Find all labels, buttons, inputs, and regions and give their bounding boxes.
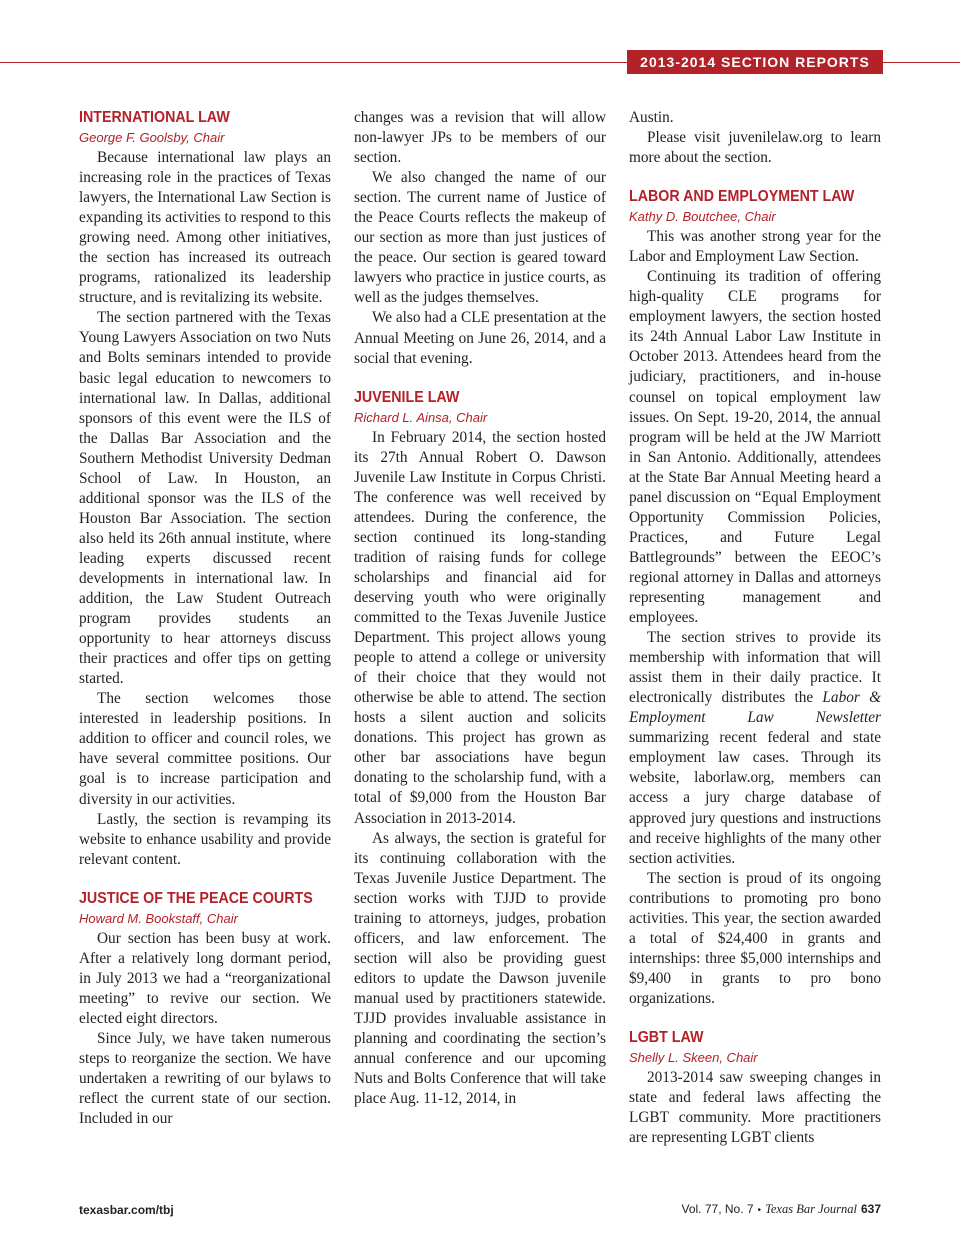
paragraph: This was another strong year for the Labor and Employment Law Section.	[629, 228, 881, 266]
paragraph: Please visit juvenilelaw.org to learn more about the section.	[629, 129, 881, 167]
paragraph: We also had a CLE presentation at the Annual Meeting on June 26, 2014, and a social that evening.	[354, 309, 606, 367]
chair-lgbt-law: Shelly L. Skeen, Chair	[629, 1049, 758, 1065]
paragraph-continued: Austin.	[629, 109, 674, 126]
text-run: The section strives to provide its membership with information that will assist them in their daily practice. It electronically distributes the	[629, 629, 881, 707]
text-run: summarizing recent federal and state employment law cases. Through its website, laborlaw.org, members can access a jury charge database of approved jury questions and instructions and receive highlights of the many other section activities.	[629, 729, 881, 867]
paragraph	[629, 628, 881, 869]
footer-volume: Vol. 77, No. 7	[681, 1202, 754, 1216]
footer-journal-name: Texas Bar Journal	[765, 1202, 857, 1216]
paragraph: As always, the section is grateful for its continuing collaboration with the Texas Juvenile Justice Department. The section works with TJJD to provide training to attorneys, judges, probation officers, and law enforcement. The section will also be providing guest editors to update the Dawson juvenile manual used by practitioners statewide. TJJD provides invaluable assistance in planning and coordinating the section’s annual conference and our upcoming Nuts and Bolts Conference that will take place Aug. 11-12, 2014, in	[354, 829, 606, 1108]
column-3	[629, 108, 881, 1148]
chair-justice-of-the-peace: Howard M. Bookstaff, Chair	[79, 910, 238, 926]
paragraph-continued: changes was a revision that will allow non-lawyer JPs to be members of our section.	[354, 109, 606, 167]
paragraph: In February 2014, the section hosted its 27th Annual Robert O. Dawson Juvenile Law Institute in Corpus Christi. The conference was well received by attendees. During the conference, the section continued its long-standing tradition of raising funds for college scholarships and financial aid for deserving youth who were originally committed to the Texas Juvenile Justice Department. This project allows young people to attend a college or university of their choice that they would not otherwise be able to attend. The section hosts a silent auction and solicits donations. This project has grown as other bar associations have begun donating to the scholarship fund, with a total of $9,000 from the Houston Bar Association in 2013-2014.	[354, 428, 606, 827]
newsletter-title: Labor & Employment Law Newsletter	[629, 689, 881, 727]
footer-issue-info	[682, 1202, 882, 1217]
paragraph: Continuing its tradition of offering high-quality CLE programs for employment lawyers, the section hosted its 24th Annual Labor Law Institute in October 2013. Attendees heard from the judiciary, practitioners, and in-house counsel on topical employment law issues. On Sept. 19-20, 2014, the annual program will be held at the JW Marriott in San Antonio. Additionally, attendees at the State Bar Annual Meeting heard a panel discussion on “Equal Employment Opportunity Commission Policies, Practices, and Future Legal Battlegrounds” between the EEOC’s regional attorney in Dallas and attorneys representing management and employees.	[629, 268, 881, 627]
paragraph: The section is proud of its ongoing contributions to promoting pro bono activities. This year, the section awarded a total of $24,400 in grants and internships: three $5,000 internships and $9,400 in grants to pro bono organizations.	[629, 869, 881, 1007]
heading-labor-employment-law: LABOR AND EMPLOYMENT LAW	[629, 188, 855, 206]
column-2	[354, 108, 606, 1109]
page-number: 637	[860, 1202, 881, 1216]
heading-international-law: INTERNATIONAL LAW	[79, 109, 230, 126]
paragraph: Our section has been busy at work. After a relatively long dormant period, in July 2013 we had a “reorganizational meeting” to revive our section. We elected eight directors.	[79, 929, 331, 1027]
bullet-icon: •	[757, 1205, 762, 1216]
column-1	[79, 108, 331, 1129]
paragraph: Because international law plays an increasing role in the practices of Texas lawyers, the International Law Section is expanding its activities to respond to this growing need. Among other initiatives, the section has increased its outreach programs, rationalized its leadership structure, and is revitalizing its website.	[79, 149, 331, 307]
heading-juvenile-law: JUVENILE LAW	[354, 388, 460, 406]
paragraph: Lastly, the section is revamping its website to enhance usability and provide relevant content.	[79, 810, 331, 868]
chair-international-law: George F. Goolsby, Chair	[79, 130, 225, 145]
paragraph: 2013-2014 saw sweeping changes in state and federal laws affecting the LGBT community. More practitioners are representing LGBT clients	[629, 1068, 881, 1147]
heading-lgbt-law: LGBT LAW	[629, 1028, 704, 1046]
paragraph: Since July, we have taken numerous steps to reorganize the section. We have undertaken a rewriting of our bylaws to reflect the current state of our section. Included in our	[79, 1029, 331, 1128]
chair-juvenile-law: Richard L. Ainsa, Chair	[354, 409, 488, 425]
heading-justice-of-the-peace: JUSTICE OF THE PEACE COURTS	[79, 889, 313, 907]
chair-labor-employment-law: Kathy D. Boutchee, Chair	[629, 209, 776, 225]
paragraph: The section welcomes those interested in leadership positions. In addition to officer and council roles, we have several committee positions. Our goal is to increase participation and diversity in our activities.	[79, 690, 331, 808]
footer-website: texasbar.com/tbj	[79, 1203, 174, 1217]
paragraph: We also changed the name of our section. The current name of Justice of the Peace Courts reflects the makeup of our section as more than just justices of the peace. Our section is geared toward lawyers who practice in justice courts, as well as the judges themselves.	[354, 169, 606, 307]
section-reports-tag: 2013-2014 SECTION REPORTS	[627, 50, 883, 74]
paragraph: The section partnered with the Texas Young Lawyers Association on two Nuts and Bolts seminars intended to provide basic legal education to newcomers to international law. In Dallas, additional sponsors of this event were the ILS of the Dallas Bar Association and the Southern Methodist University Dedman School of Law. In Houston, an additional sponsor was the ILS of the Houston Bar Association. The section also held its 26th annual institute, where leading experts discussed recent developments in international law. In addition, the Law Student Outreach program provides students an opportunity to hear attorneys discuss their practices and offer tips on getting started.	[79, 309, 331, 688]
